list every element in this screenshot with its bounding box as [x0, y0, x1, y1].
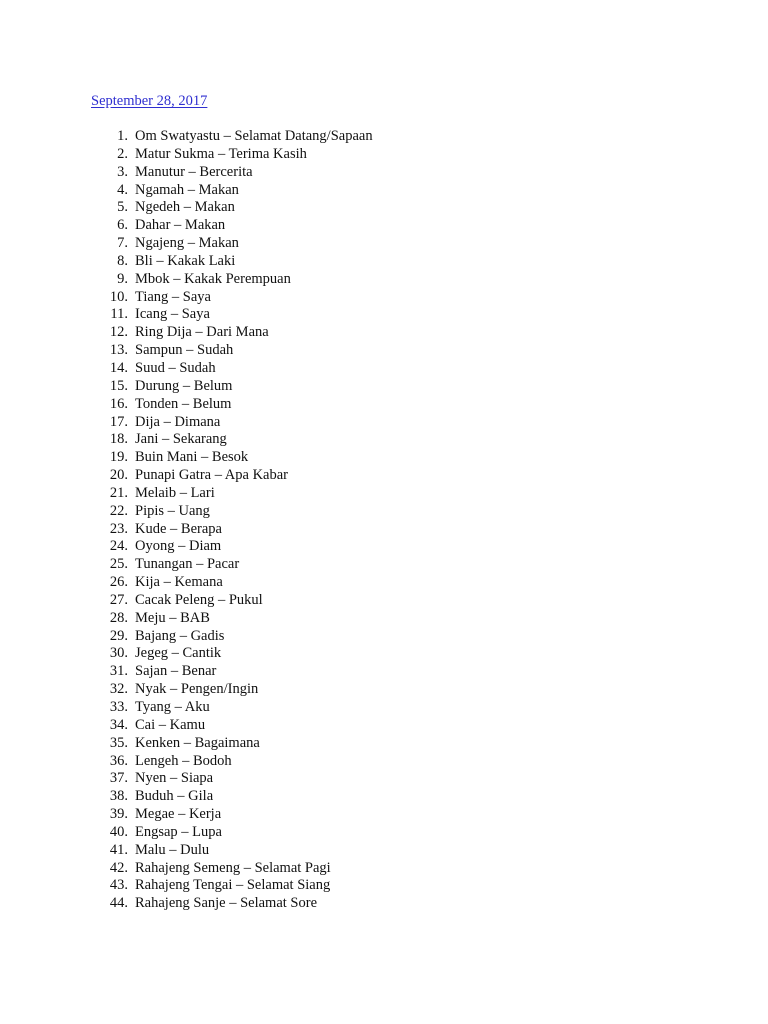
list-item-text: Megae – Kerja [135, 806, 222, 823]
list-item-text: Sampun – Sudah [135, 342, 234, 359]
list-item-number: 34. [109, 716, 128, 733]
list-item-text: Bajang – Gadis [135, 627, 225, 644]
list-item-text: Punapi Gatra – Apa Kabar [135, 467, 289, 484]
list-item-number: 9. [117, 270, 128, 287]
list-item-number: 8. [117, 252, 128, 269]
list-item-text: Bli – Kakak Laki [135, 252, 236, 269]
list-item-text: Durung – Belum [135, 377, 233, 394]
list-item-number: 11. [110, 306, 128, 323]
list-item-text: Melaib – Lari [135, 484, 215, 501]
list-item-text: Lengeh – Bodoh [135, 752, 232, 769]
list-item-text: Oyong – Diam [135, 538, 222, 555]
list-item-text: Kenken – Bagaimana [135, 734, 260, 751]
list-item-text: Tyang – Aku [135, 699, 210, 715]
list-item-number: 26. [109, 574, 128, 591]
list-item-number: 31. [109, 663, 128, 680]
list-item-number: 33. [109, 699, 128, 715]
list-item-number: 18. [109, 431, 128, 448]
list-item-text: Suud – Sudah [135, 359, 216, 376]
list-item-number: 29. [109, 627, 128, 644]
list-item-text: Ngamah – Makan [135, 181, 239, 198]
list-item-text: Om Swatyastu – Selamat Datang/Sapaan [135, 128, 373, 144]
list-item-number: 5. [117, 199, 128, 216]
list-item-number: 25. [109, 556, 128, 573]
list-item-text: Jani – Sekarang [135, 431, 227, 448]
list-item-text: Buin Mani – Besok [135, 449, 249, 466]
list-item-number: 15. [109, 377, 128, 394]
list-item-number: 7. [117, 235, 128, 252]
list-item-number: 27. [109, 591, 128, 608]
list-item-number: 2. [117, 145, 128, 162]
list-item-text: Kude – Berapa [135, 520, 222, 537]
list-item-number: 35. [109, 734, 128, 751]
list-item-number: 44. [109, 895, 128, 912]
list-item-text: Rahajeng Sanje – Selamat Sore [135, 895, 318, 912]
list-item-text: Sajan – Benar [135, 663, 217, 680]
list-item-text: Tunangan – Pacar [135, 556, 240, 573]
list-item-number: 23. [109, 520, 128, 537]
list-item-text: Pipis – Uang [135, 502, 210, 519]
list-item-number: 20. [109, 467, 128, 484]
list-item-text: Buduh – Gila [135, 788, 214, 805]
list-item-number: 41. [109, 841, 128, 858]
list-item-text: Ring Dija – Dari Mana [135, 324, 269, 341]
list-item-text: Tiang – Saya [135, 288, 211, 305]
list-item-text: Nyen – Siapa [135, 770, 214, 787]
list-item-text: Engsap – Lupa [135, 823, 222, 840]
list-item-number: 21. [109, 484, 128, 501]
list-item-text: Dija – Dimana [135, 413, 221, 430]
list-item-number: 10. [109, 288, 128, 305]
list-item-number: 17. [109, 413, 128, 430]
list-item-text: Ngedeh – Makan [135, 199, 235, 216]
list-item-number: 38. [109, 788, 128, 805]
list-item-number: 14. [109, 359, 128, 376]
list-item-number: 16. [109, 395, 128, 412]
list-item-text: Kija – Kemana [135, 574, 223, 591]
list-item-number: 1. [117, 128, 128, 144]
list-item-number: 43. [109, 877, 128, 894]
list-item-number: 32. [109, 681, 128, 698]
list-item-text: Jegeg – Cantik [135, 645, 222, 662]
list-item-text: Tonden – Belum [135, 395, 232, 412]
list-item-number: 3. [117, 163, 128, 180]
list-item-text: Meju – BAB [135, 609, 210, 626]
list-item-text: Rahajeng Tengai – Selamat Siang [135, 877, 331, 894]
list-item-text: Ngajeng – Makan [135, 235, 239, 252]
list-item-text: Rahajeng Semeng – Selamat Pagi [135, 859, 331, 876]
list-item-text: Icang – Saya [135, 306, 210, 323]
list-item-number: 22. [109, 502, 128, 519]
list-item-number: 39. [109, 806, 128, 823]
list-item-number: 6. [117, 217, 128, 234]
list-item-text: Nyak – Pengen/Ingin [135, 681, 259, 698]
list-item-number: 30. [109, 645, 128, 662]
list-item-number: 4. [117, 181, 128, 198]
list-item-number: 19. [109, 449, 128, 466]
list-item-text: Mbok – Kakak Perempuan [135, 270, 291, 287]
list-item-number: 13. [109, 342, 128, 359]
list-item-text: Malu – Dulu [135, 841, 210, 858]
list-item-number: 12. [109, 324, 128, 341]
list-item-text: Dahar – Makan [135, 217, 226, 234]
post-date-link[interactable]: September 28, 2017 [91, 93, 208, 109]
list-item-number: 37. [109, 770, 128, 787]
list-item-number: 28. [109, 609, 128, 626]
list-item-number: 42. [109, 859, 128, 876]
list-item-text: Cai – Kamu [135, 716, 206, 733]
list-item-text: Cacak Peleng – Pukul [135, 591, 263, 608]
list-item-number: 24. [109, 538, 128, 555]
list-item-number: 36. [109, 752, 128, 769]
list-item-text: Manutur – Bercerita [135, 163, 253, 180]
list-item-text: Matur Sukma – Terima Kasih [135, 145, 307, 162]
list-item-number: 40. [109, 823, 128, 840]
